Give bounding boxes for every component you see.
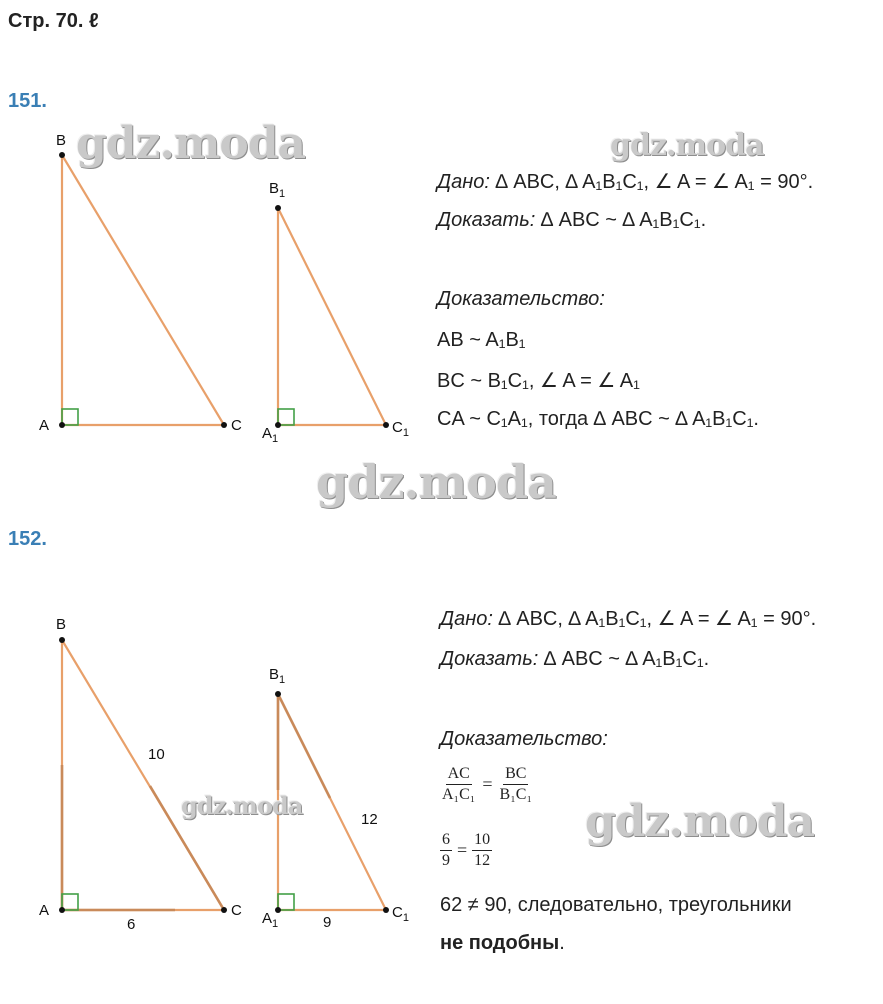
proof-line-1: AB ~ A₁B₁ bbox=[437, 329, 526, 351]
side-label-a1c1: 9 bbox=[323, 914, 332, 931]
watermark: gdz.moda bbox=[585, 796, 815, 847]
side-label-ac: 6 bbox=[127, 916, 136, 933]
problem-151-number: 151. bbox=[8, 90, 47, 112]
vertex-label-b: B bbox=[56, 132, 67, 149]
prove-line: Доказать: ∆ ABC ~ ∆ A₁B₁C₁. bbox=[437, 209, 707, 231]
vertex-label-a1: $A_1$ bbox=[262, 910, 279, 930]
right-angle-mark bbox=[62, 409, 78, 425]
vertex-label-c: C bbox=[231, 902, 242, 919]
triangle-abc-152 bbox=[59, 637, 227, 913]
watermark: gdz.moda bbox=[181, 791, 303, 820]
vertex-label-b1: $B_1$ bbox=[269, 180, 286, 200]
problem-152-number: 152. bbox=[8, 528, 47, 550]
prove-line: Доказать: ∆ ABC ~ ∆ A₁B₁C₁. bbox=[440, 648, 710, 670]
fraction: $\frac{6}{9}$ bbox=[442, 831, 450, 869]
proof-line-3: CA ~ C₁A₁, тогда ∆ ABC ~ ∆ A₁B₁C₁. bbox=[437, 408, 759, 430]
vertex-label-a1: $A_1$ bbox=[262, 425, 279, 445]
vertex-label-b: B bbox=[56, 616, 67, 633]
ratio-equation-values: $\frac{6}{9}$ = $\frac{10}{12}$ bbox=[442, 831, 491, 869]
vertex-label-a: A bbox=[39, 902, 50, 919]
fraction: $\frac{10}{12}$ bbox=[474, 831, 491, 869]
triangle-abc-151 bbox=[59, 152, 227, 428]
vertex-label-b1: $B_1$ bbox=[269, 666, 286, 686]
fraction: $\frac{BC}{\text{B₁C₁}}$ bbox=[499, 765, 533, 803]
right-angle-mark bbox=[278, 894, 294, 910]
vertex-label-c: C bbox=[231, 417, 242, 434]
triangle-a1b1c1-151 bbox=[275, 205, 389, 428]
fraction: $\frac{AC}{\text{A₁C₁}}$ bbox=[442, 765, 476, 803]
side-label-bc: 10 bbox=[148, 746, 165, 763]
given-line: Дано: ∆ ABC, ∆ A₁B₁C₁, ∠ A = ∠ A₁ = 90°. bbox=[440, 608, 817, 630]
watermark: gdz.moda bbox=[76, 118, 306, 169]
watermark: gdz.moda bbox=[610, 128, 764, 163]
vertex-label-c1: $C_1$ bbox=[392, 419, 409, 439]
vertex-label-c1: $C_1$ bbox=[392, 904, 409, 924]
right-angle-mark bbox=[62, 894, 78, 910]
proof-line-2: BC ~ B₁C₁, ∠ A = ∠ A₁ bbox=[437, 370, 640, 392]
watermark: gdz.moda bbox=[316, 455, 556, 509]
proof-heading: Доказательство: bbox=[437, 288, 605, 310]
conclusion-result: не подобны. bbox=[440, 932, 565, 954]
page-title: Стр. 70. ℓ bbox=[8, 10, 99, 32]
ratio-equation-sides: $\frac{AC}{\text{A₁C₁}}$ = $\frac{BC}{\text{B₁C₁}}$ bbox=[442, 765, 533, 803]
right-angle-mark bbox=[278, 409, 294, 425]
side-label-b1c1: 12 bbox=[361, 811, 378, 828]
proof-heading: Доказательство: bbox=[440, 728, 608, 750]
vertex-label-a: A bbox=[39, 417, 50, 434]
given-line: Дано: ∆ ABC, ∆ A₁B₁C₁, ∠ A = ∠ A₁ = 90°. bbox=[437, 171, 814, 193]
conclusion-line: 62 ≠ 90, следовательно, треугольники bbox=[440, 894, 792, 916]
